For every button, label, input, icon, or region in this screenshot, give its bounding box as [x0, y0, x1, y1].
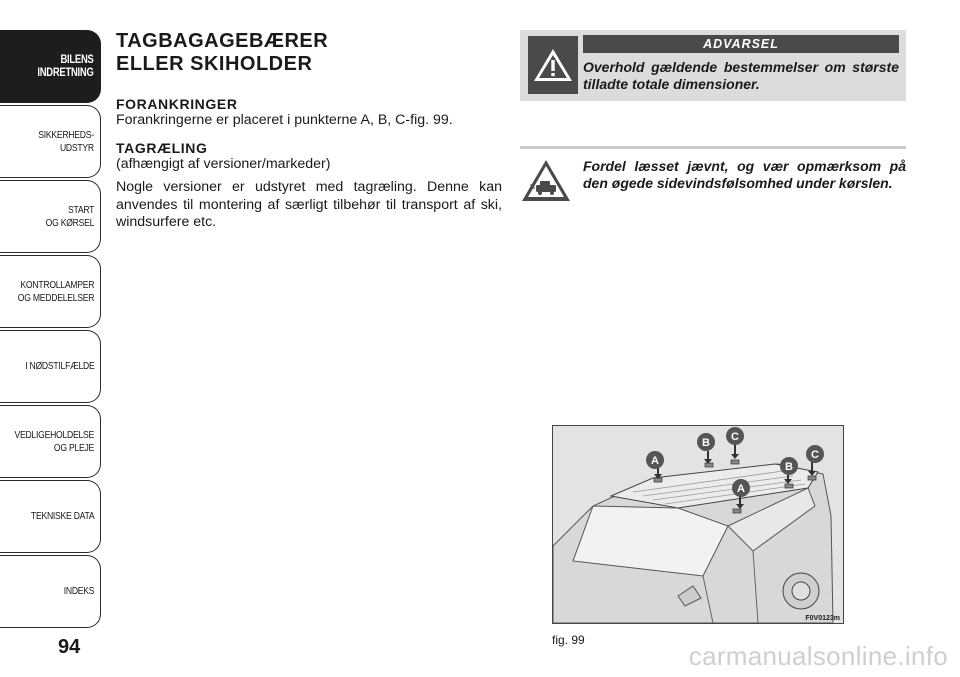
- watermark: carmanualsonline.info: [688, 641, 948, 671]
- section-subtitle-tagraeling: (afhængigt af versioner/markeder): [116, 155, 331, 172]
- main-text-column: [116, 30, 502, 232]
- tab-kontrollamper[interactable]: KONTROLLAMPER OG MEDDELELSER: [0, 255, 101, 328]
- warning-box: [520, 30, 906, 101]
- car-crosswind-triangle-icon: [520, 158, 572, 204]
- chapter-tabs: [0, 30, 101, 630]
- warning-header: ADVARSEL: [583, 35, 899, 53]
- figure-code: F0V0123m: [805, 615, 840, 622]
- note-text: Fordel læsset jævnt, og vær opmærksom på den øgede sidevindsfølsomhed under kørslen.: [583, 158, 906, 191]
- tab-indeks[interactable]: INDEKS: [0, 555, 101, 628]
- tab-sikkerhedsudstyr[interactable]: SIKKERHEDS- UDSTYR: [0, 105, 101, 178]
- section-heading-tagraeling: TAGRÆLING: [116, 139, 208, 156]
- figure-caption: fig. 99: [552, 633, 585, 647]
- marker-label: B: [785, 461, 793, 473]
- marker-label: B: [702, 437, 710, 449]
- figure-roof-anchors: [552, 425, 844, 624]
- warning-text: Overhold gældende bestemmelser om største tilladte totale dimensioner.: [583, 59, 899, 92]
- section-text-tagraeling: Nogle versioner er udstyret med tagræling. Denne kan anvendes til montering af særligt tilbehør til transport af ski, windsurfere etc.: [116, 179, 502, 230]
- marker-label: C: [811, 449, 819, 461]
- tab-start-og-korsel[interactable]: START OG KØRSEL: [0, 180, 101, 253]
- warning-triangle-icon: [528, 36, 578, 94]
- marker-label: C: [731, 431, 739, 443]
- tab-nodstilfaelde[interactable]: I NØDSTILFÆLDE: [0, 330, 101, 403]
- tab-tekniske-data[interactable]: TEKNISKE DATA: [0, 480, 101, 553]
- marker-label: A: [737, 483, 745, 495]
- van-roof-illustration: [553, 426, 843, 623]
- page-number: 94: [58, 636, 81, 658]
- section-text-forankringer: Forankringerne er placeret i punkterne A, B, C-fig. 99.: [116, 112, 453, 128]
- marker-label: A: [651, 455, 659, 467]
- section-heading-forankringer: FORANKRINGER: [116, 96, 238, 112]
- page-title: TAGBAGAGEBÆRER ELLER SKIHOLDER: [116, 30, 329, 75]
- section-divider: [520, 146, 906, 149]
- tab-bilens-indretning[interactable]: BILENS INDRETNING: [0, 30, 101, 103]
- tab-vedligeholdelse[interactable]: VEDLIGEHOLDELSE OG PLEJE: [0, 405, 101, 478]
